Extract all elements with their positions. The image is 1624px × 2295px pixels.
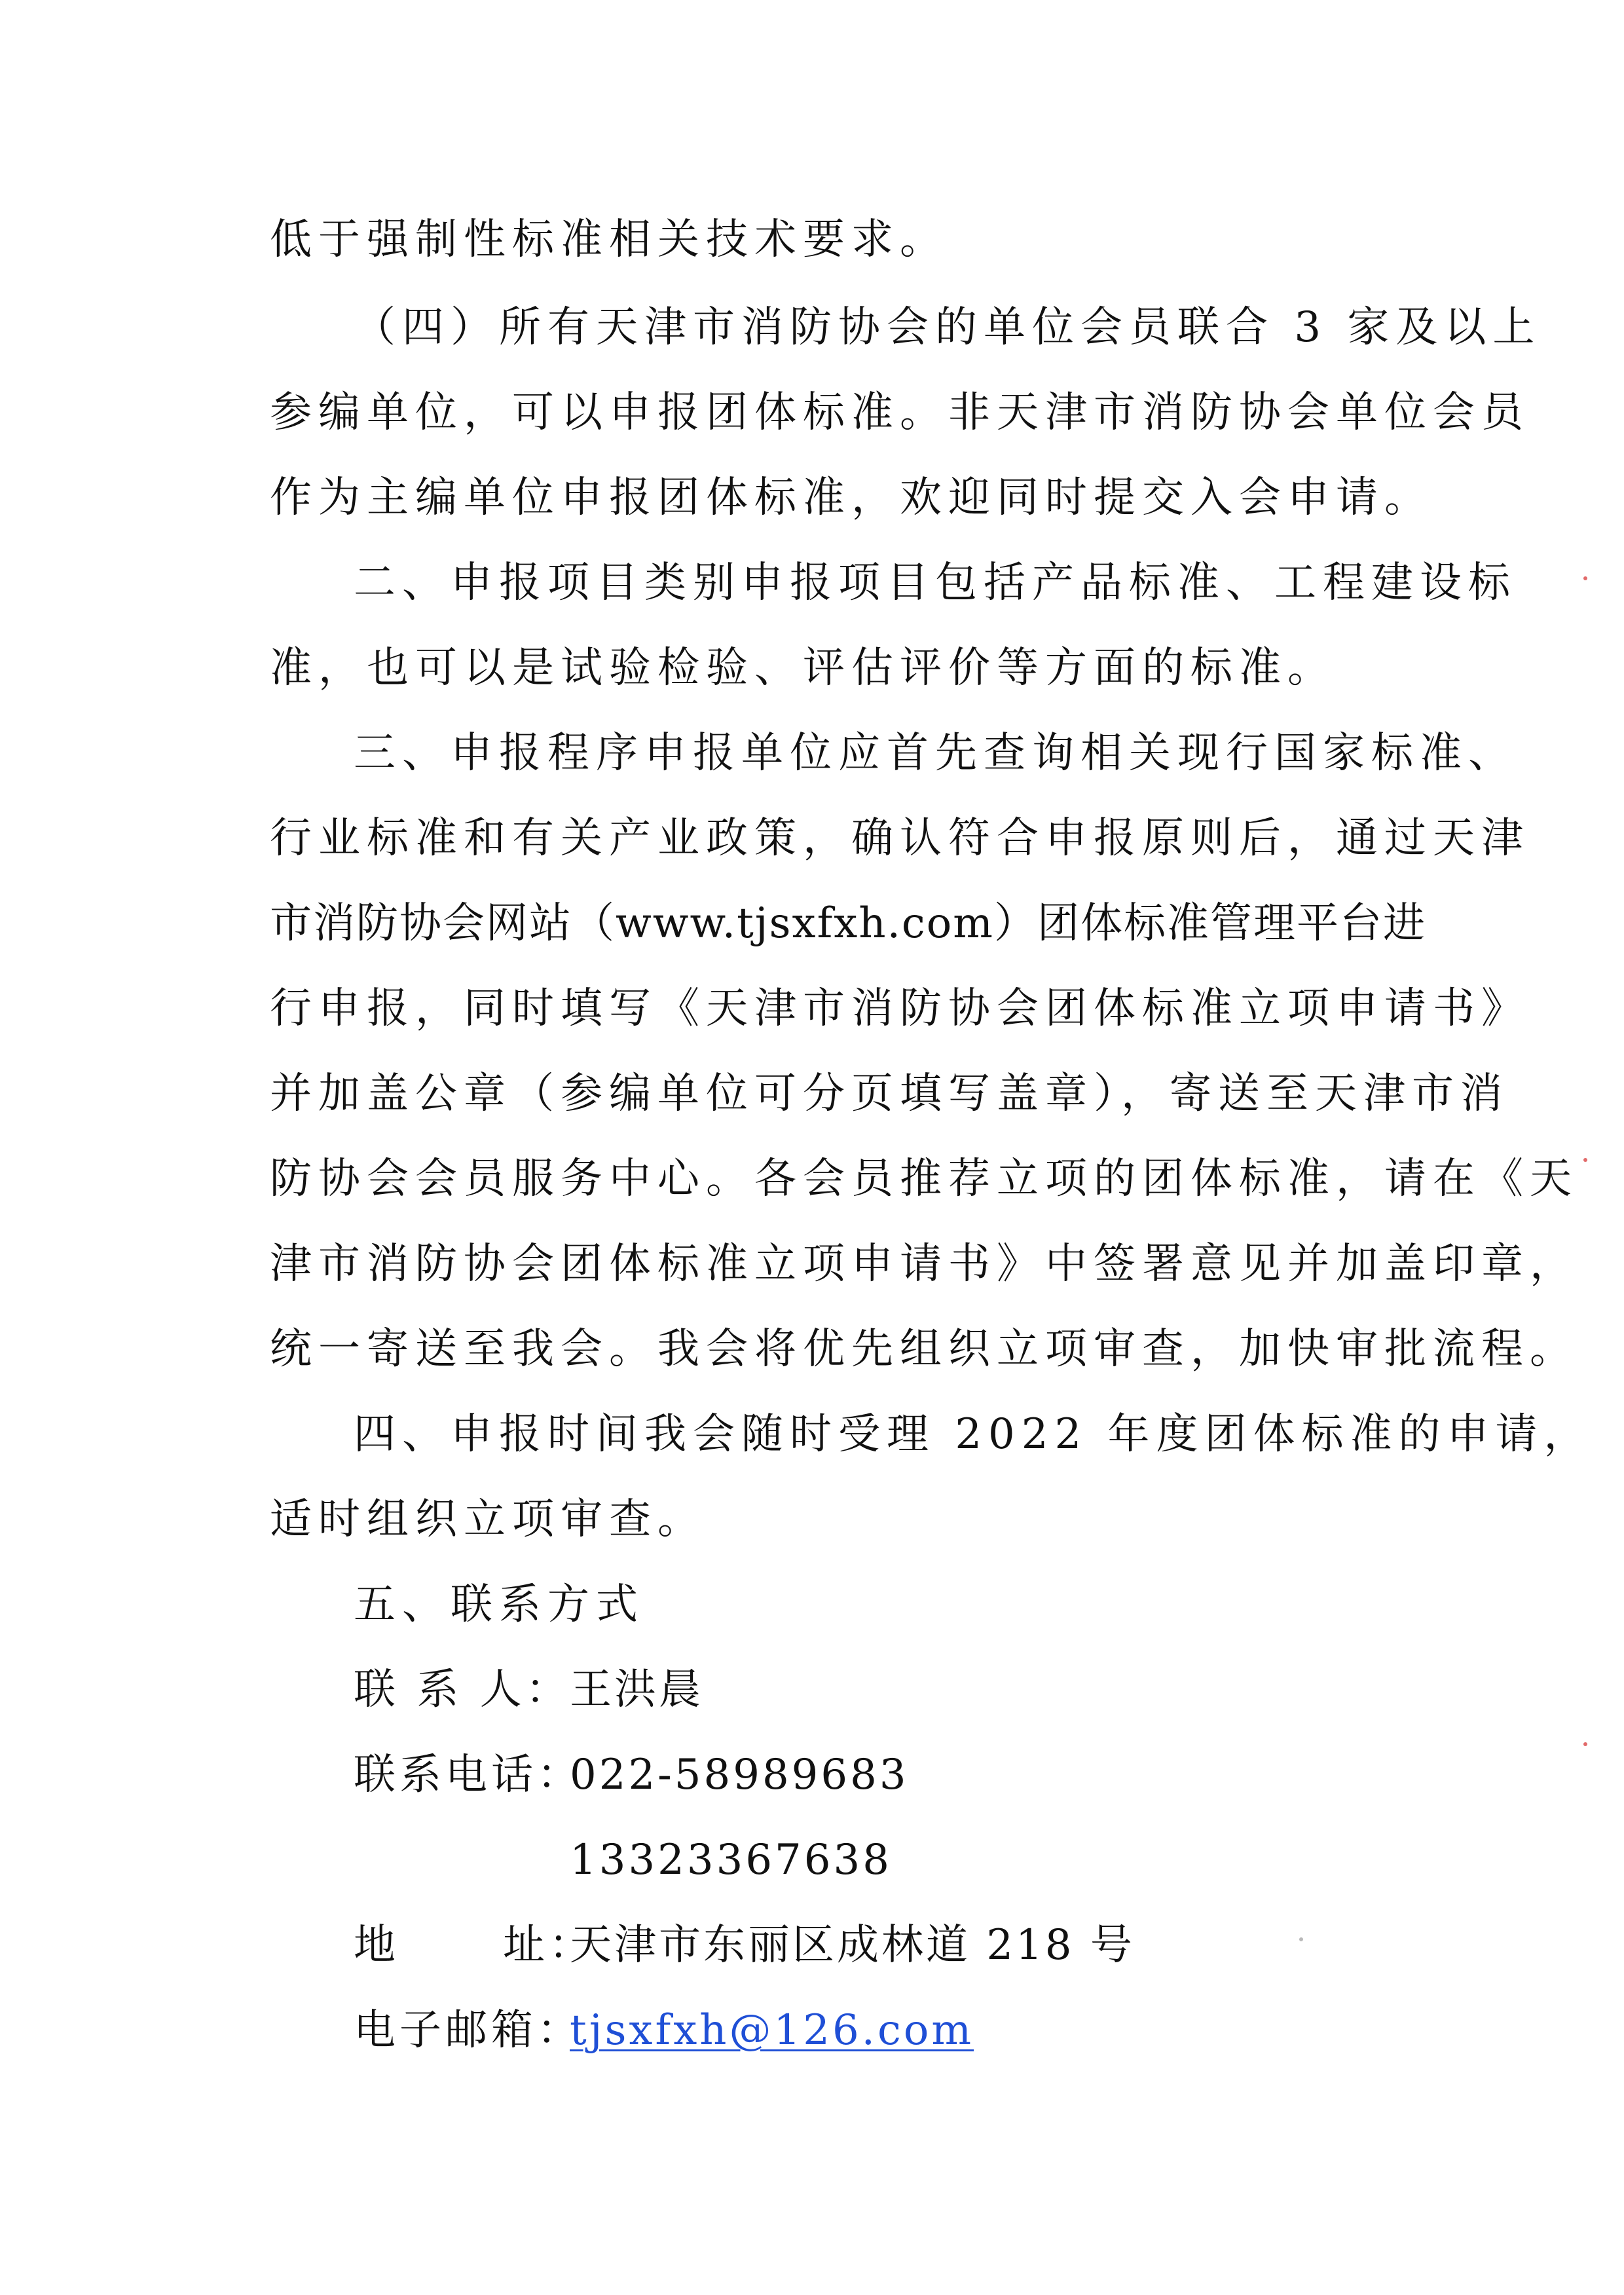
paragraph-line: 适时组织立项审查。 [270, 1495, 706, 1544]
paragraph-line: 津市消防协会团体标准立项申请书》中签署意见并加盖印章， [270, 1240, 1578, 1288]
paragraph-line: 行业标准和有关产业政策，确认符合申报原则后，通过天津 [270, 814, 1530, 863]
scan-speck [1299, 1937, 1303, 1941]
contact-phone-value: 022-58989683 [570, 1751, 909, 1799]
paragraph-line: （四）所有天津市消防协会的单位会员联合 3 家及以上 [354, 303, 1541, 352]
paragraph-line: 准，也可以是试验检验、评估评价等方面的标准。 [270, 644, 1336, 692]
paragraph-line: 三、申报程序申报单位应首先查询相关现行国家标准、 [354, 729, 1517, 777]
paragraph-line: 二、申报项目类别申报项目包括产品标准、工程建设标 [354, 559, 1517, 607]
margin-mark [1583, 1742, 1587, 1746]
paragraph-line: 防协会会员服务中心。各会员推荐立项的团体标准，请在《天 [270, 1155, 1578, 1203]
paragraph-line: 低于强制性标准相关技术要求。 [270, 215, 948, 264]
margin-mark [1583, 576, 1587, 580]
contact-email-link[interactable]: tjsxfxh@126.com [570, 2006, 974, 2055]
paragraph-line: 参编单位，可以申报团体标准。非天津市消防协会单位会员 [270, 388, 1530, 437]
paragraph-line: 统一寄送至我会。我会将优先组织立项审查，加快审批流程。 [270, 1325, 1578, 1373]
contact-email-label: 电子邮箱： [354, 2006, 583, 2055]
paragraph-line: 作为主编单位申报团体标准，欢迎同时提交入会申请。 [270, 474, 1433, 522]
paragraph-line: 行申报，同时填写《天津市消防协会团体标准立项申请书》 [270, 984, 1530, 1033]
paragraph-line: 并加盖公章（参编单位可分页填写盖章），寄送至天津市消 [270, 1070, 1509, 1118]
contact-person-label: 联 系 人： [354, 1666, 572, 1714]
contact-address-value: 天津市东丽区成林道 218 号 [570, 1921, 1135, 1969]
section-heading-contact: 五、联系方式 [354, 1580, 644, 1629]
contact-address-label: 地 址： [354, 1921, 595, 1969]
margin-mark [1583, 1158, 1587, 1162]
paragraph-line: 四、申报时间我会随时受理 2022 年度团体标准的申请， [354, 1410, 1593, 1459]
contact-phone-value-mobile: 13323367638 [570, 1836, 892, 1884]
contact-phone-label: 联系电话： [354, 1751, 583, 1799]
paragraph-line: 市消防协会网站（www.tjsxfxh.com）团体标准管理平台进 [270, 899, 1426, 948]
contact-person-value: 王洪晨 [570, 1666, 703, 1714]
